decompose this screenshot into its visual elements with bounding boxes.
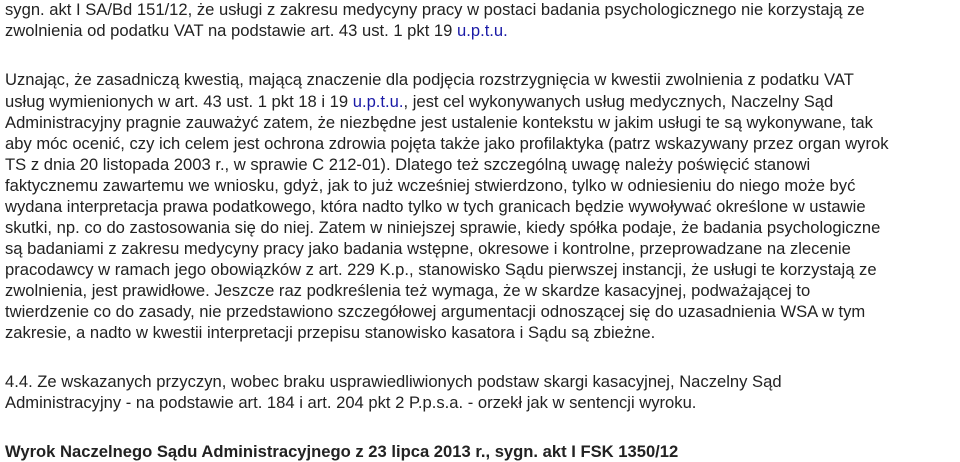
main-line-11: zwolnienia, jest prawidłowe. Jeszcze raz podkreślenia też wymaga, że w skardze kasacyjnej, podważającej to: [5, 281, 811, 300]
judgment-citation: Wyrok Naczelnego Sądu Administracyjnego z 23 lipca 2013 r., sygn. akt I FSK 1350/12: [5, 442, 679, 461]
uptu-link-1[interactable]: u.p.t.u.: [457, 21, 508, 40]
intro-line-1: sygn. akt I SA/Bd 151/12, że usługi z zakresu medycyny pracy w postaci badania psychologicznego nie korzystają ze: [5, 0, 865, 19]
conclusion-line-1: 4.4. Ze wskazanych przyczyn, wobec braku usprawiedliwionych podstaw skargi kasacyjnej, Naczelny Sąd: [5, 372, 782, 391]
main-line-6: faktycznemu zawartemu we wniosku, gdyż, jak to już wcześniej stwierdzono, tylko w odniesieniu do niego może być: [5, 176, 856, 195]
main-line-4: aby móc ocenić, czy ich celem jest ochrona zdrowia pojęta także jako profilaktyka (patrz wskazywany przez organ wyrok: [5, 134, 889, 153]
main-line-2: [5, 92, 833, 112]
main-line-5: TS z dnia 20 listopada 2003 r., w sprawie C 212-01). Dlatego też szczególną uwagę należy poświęcić stanowi: [5, 155, 811, 174]
main-line-12: twierdzenie co do zasady, nie przedstawiono szczegółowej argumentacji odnoszącej się do uzasadnienia WSA w tym: [5, 302, 866, 321]
main-line-10: pracodawcy w ramach jego obowiązków z art. 229 K.p., stanowisko Sądu pierwszej instancji, że usługi te korzystają ze: [5, 260, 877, 279]
main-line-3: Administracyjny pragnie zauważyć zatem, że niezbędne jest ustalenie kontekstu w jakim usługi te są wykonywane, tak: [5, 113, 873, 132]
conclusion-line-2: Administracyjny - na podstawie art. 184 i art. 204 pkt 2 P.p.s.a. - orzekł jak w sentencji wyroku.: [5, 393, 697, 412]
main-line-7: wydana interpretacja prawa podatkowego, która nadto tylko w tych granicach będzie wywoływać określone w ustawie: [5, 197, 866, 216]
intro-line-2-text: zwolnienia od podatku VAT na podstawie art. 43 ust. 1 pkt 19: [5, 21, 458, 40]
intro-line-2: [5, 21, 508, 41]
main-line-13: zakresie, a nadto w kwestii interpretacji przepisu stanowisko kasatora i Sądu są zbieżne.: [5, 323, 656, 342]
uptu-link-2[interactable]: u.p.t.u.: [352, 92, 404, 111]
main-line-2-rest: , jest cel wykonywanych usług medycznych, Naczelny Sąd: [403, 92, 834, 111]
main-line-1: Uznając, że zasadniczą kwestią, mającą znaczenie dla podjęcia rozstrzygnięcia w kwestii zwolnienia z podatku VAT: [5, 70, 854, 89]
main-line-8: skutki, np. co do zastosowania się do niej. Zatem w niniejszej sprawie, kiedy spółka podaje, że badania psychologiczne: [5, 218, 881, 237]
main-line-9: są badaniami z zakresu medycyny pracy jako badania wstępne, okresowe i kontrolne, przeprowadzane na zlecenie: [5, 239, 851, 258]
main-line-2-text: usług wymienionych w art. 43 ust. 1 pkt 18 i 19: [5, 92, 353, 111]
